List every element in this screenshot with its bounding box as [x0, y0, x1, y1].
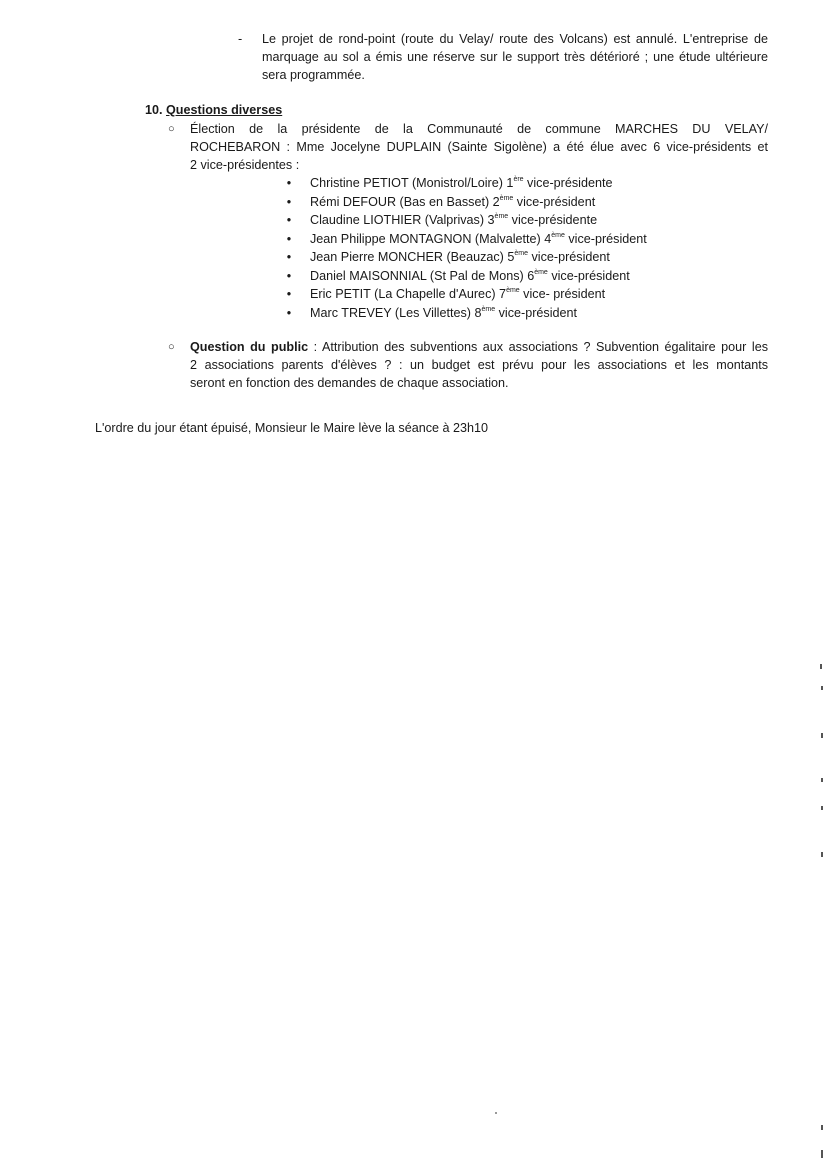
- vp-ordinal: ème: [514, 250, 528, 257]
- vp-role: vice-présidente: [508, 213, 598, 227]
- bullet-icon: •: [286, 213, 292, 227]
- vp-role: vice-président: [528, 250, 610, 264]
- section-title: Questions diverses: [166, 103, 283, 117]
- bullet-icon: •: [286, 305, 292, 320]
- scan-artifact: [821, 1125, 823, 1130]
- bullet-icon: •: [286, 231, 292, 246]
- dash-marker: -: [238, 32, 243, 46]
- public-question-line-2: 2 associations parents d'élèves ? : un budget est prévu pour les associations et les montants: [190, 358, 768, 372]
- vp-ordinal: ème: [494, 213, 509, 220]
- vp-name: Marc TREVEY (Les Villettes) 8: [310, 305, 482, 320]
- election-line-3: 2 vice-présidentes :: [190, 158, 300, 172]
- election-marker: ○: [168, 123, 175, 135]
- section-number: 10.: [145, 103, 163, 117]
- scan-artifact: [821, 686, 823, 690]
- public-question-text: : Attribution des subventions aux associations ? Subvention égalitaire pour les: [308, 340, 768, 354]
- vp-name: Claudine LIOTHIER (Valprivas) 3: [310, 213, 495, 227]
- bullet-icon: •: [286, 176, 292, 190]
- scan-artifact: [821, 778, 823, 782]
- vp-name: Christine PETIOT (Monistrol/Loire) 1: [310, 176, 514, 190]
- scan-artifact: [821, 852, 823, 857]
- vp-role: vice-président: [564, 231, 647, 246]
- public-question-label: Question du public: [190, 340, 309, 354]
- intro-line-1: Le projet de rond-point (route du Velay/ route des Volcans) est annulé. L'entreprise de: [262, 32, 768, 46]
- election-line-2: ROCHEBARON : Mme Jocelyne DUPLAIN (Sainte Sigolène) a été élue avec 6 vice-présidents et: [190, 140, 768, 154]
- vp-name: Rémi DEFOUR (Bas en Basset) 2: [310, 194, 500, 209]
- bullet-icon: •: [286, 194, 292, 209]
- bullet-icon: •: [286, 287, 292, 301]
- vp-ordinal: ème: [534, 268, 548, 276]
- vp-role: vice-présidente: [523, 176, 613, 190]
- vp-role: vice-président: [547, 268, 630, 283]
- vp-ordinal: ème: [499, 194, 514, 202]
- section-heading: [145, 101, 282, 119]
- vp-ordinal: ème: [551, 231, 565, 239]
- scan-artifact: [821, 733, 823, 738]
- closing-statement: L'ordre du jour étant épuisé, Monsieur le Maire lève la séance à 23h10: [95, 421, 489, 435]
- public-question-line-1: [190, 338, 768, 356]
- public-question-line-3: seront en fonction des demandes de chaque association.: [190, 376, 509, 390]
- vp-name: Daniel MAISONNIAL (St Pal de Mons) 6: [310, 268, 535, 283]
- vp-role: vice- président: [519, 287, 606, 301]
- intro-line-2: marquage au sol a émis une réserve sur le support très détérioré ; une étude ultérieure: [262, 50, 768, 64]
- bullet-icon: •: [286, 268, 292, 283]
- vp-name: Eric PETIT (La Chapelle d'Aurec) 7: [310, 287, 507, 301]
- vp-ordinal: ère: [513, 176, 524, 183]
- scan-artifact: [495, 1112, 497, 1114]
- bullet-icon: •: [286, 250, 292, 264]
- vp-role: vice-président: [513, 194, 596, 209]
- scan-artifact: [820, 664, 822, 669]
- vp-role: vice-président: [495, 305, 578, 320]
- vp-name: Jean Pierre MONCHER (Beauzac) 5: [310, 250, 515, 264]
- election-line-1: Élection de la présidente de la Communauté de commune MARCHES DU VELAY/: [190, 122, 768, 136]
- public-question-marker: ○: [168, 341, 175, 353]
- vp-name: Jean Philippe MONTAGNON (Malvalette) 4: [310, 231, 552, 246]
- scan-artifact: [821, 806, 823, 810]
- scan-artifact: [821, 1150, 823, 1158]
- intro-line-3: sera programmée.: [262, 68, 365, 82]
- vp-ordinal: ème: [506, 287, 520, 294]
- vp-ordinal: ème: [481, 305, 496, 313]
